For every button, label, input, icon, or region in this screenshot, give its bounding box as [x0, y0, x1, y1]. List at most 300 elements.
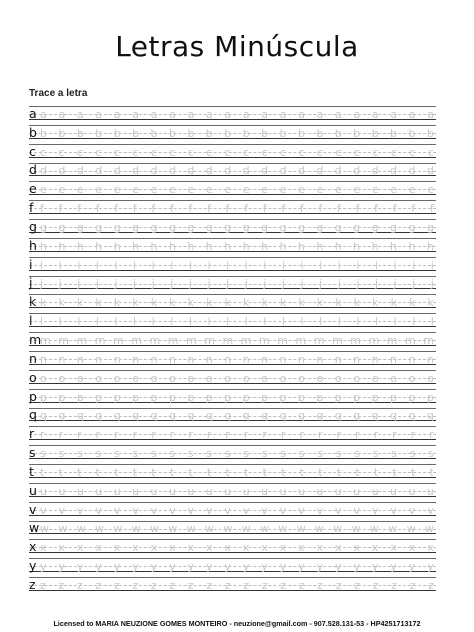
trace-letter: f	[299, 202, 304, 216]
model-letter: s	[29, 445, 36, 461]
trace-letter: v	[58, 503, 65, 517]
trace-letter: v	[335, 503, 342, 517]
trace-letter: e	[427, 183, 434, 197]
trace-letter: v	[40, 503, 47, 517]
trace-letter: e	[353, 183, 361, 197]
trace-letter: n	[168, 352, 176, 366]
trace-letter: s	[187, 447, 194, 461]
trace-letter: v	[113, 503, 121, 517]
trace-letter: z	[206, 578, 213, 592]
trace-letter: l	[374, 315, 379, 329]
trace-letter: t	[77, 465, 82, 479]
trace-letter: x	[40, 541, 47, 555]
trace-letter: s	[428, 447, 434, 461]
trace-letter: f	[392, 202, 397, 216]
trace-letter: d	[297, 164, 305, 178]
trace-letter: k	[40, 296, 47, 310]
trace-letter: c	[261, 145, 268, 159]
trace-letter: w	[94, 522, 104, 536]
trace-letters	[40, 429, 436, 443]
trace-letter: f	[429, 202, 434, 216]
trace-letter: u	[334, 484, 342, 498]
trace-letter: o	[390, 371, 398, 385]
trace-letter: r	[299, 428, 304, 442]
trace-letter: x	[113, 541, 121, 555]
trace-letter: q	[408, 409, 416, 423]
trace-letter: w	[333, 522, 343, 536]
trace-letter: u	[261, 484, 269, 498]
trace-letter: d	[58, 164, 66, 178]
trace-letter: t	[244, 465, 249, 479]
trace-letter: r	[114, 428, 119, 442]
trace-letters	[40, 278, 436, 292]
trace-letter: w	[168, 522, 178, 536]
trace-letter: i	[263, 258, 267, 272]
trace-letter: q	[334, 409, 342, 423]
trace-letter: i	[77, 258, 81, 272]
trace-letter: q	[132, 409, 140, 423]
trace-letter: d	[113, 164, 121, 178]
trace-letter: f	[40, 202, 44, 216]
trace-letter: n	[224, 352, 232, 366]
trace-letter: h	[334, 239, 342, 253]
model-letter: i	[29, 256, 33, 272]
trace-letter: r	[225, 428, 230, 442]
trace-letter: w	[278, 522, 288, 536]
trace-letters	[40, 542, 436, 556]
trace-letter: n	[132, 352, 140, 366]
practice-row-f	[29, 198, 436, 217]
trace-letter: h	[261, 239, 269, 253]
trace-letter: e	[187, 183, 195, 197]
trace-letter: o	[335, 371, 342, 385]
trace-letter: m	[222, 333, 234, 347]
trace-letter: a	[353, 107, 361, 121]
trace-letter: r	[132, 428, 138, 442]
trace-letter: a	[316, 107, 324, 121]
trace-letter: b	[279, 126, 287, 140]
trace-letter: g	[297, 220, 305, 234]
model-letter: k	[29, 294, 37, 310]
trace-letter: e	[150, 183, 158, 197]
trace-letter: j	[319, 277, 323, 291]
trace-letter: r	[317, 428, 323, 442]
trace-letter: i	[300, 258, 304, 272]
trace-letter: a	[205, 107, 213, 121]
trace-letters	[40, 241, 436, 255]
trace-letter: a	[58, 107, 66, 121]
trace-letter: u	[426, 484, 434, 498]
trace-letter: p	[76, 390, 84, 404]
model-letter: l	[29, 313, 33, 329]
trace-letter: x	[205, 541, 213, 555]
trace-letter: t	[262, 465, 267, 479]
trace-letter: c	[113, 145, 120, 159]
trace-letter: m	[405, 333, 416, 347]
handwriting-practice-grid	[29, 104, 436, 594]
trace-letter: o	[224, 371, 232, 385]
trace-letter: l	[356, 315, 360, 329]
trace-letter: j	[170, 277, 174, 291]
trace-letter: e	[58, 183, 66, 197]
trace-letter: e	[335, 183, 342, 197]
trace-letter: a	[95, 107, 103, 121]
trace-letter: n	[390, 352, 397, 366]
trace-letter: i	[337, 258, 341, 272]
trace-letter: d	[408, 164, 416, 178]
trace-letter: x	[371, 541, 379, 555]
trace-letter: v	[205, 503, 213, 517]
trace-letter: f	[411, 202, 416, 216]
trace-letter: h	[426, 239, 434, 253]
trace-letters	[40, 165, 436, 179]
trace-letter: o	[261, 371, 268, 385]
trace-letter: y	[335, 560, 342, 574]
model-letter: m	[29, 331, 42, 347]
trace-letter: p	[390, 390, 397, 404]
trace-letter: c	[224, 145, 231, 159]
trace-letters	[40, 297, 436, 311]
trace-letter: v	[242, 503, 250, 517]
trace-letter: h	[224, 239, 232, 253]
trace-letter: p	[132, 390, 140, 404]
trace-letter: y	[224, 560, 231, 574]
trace-letter: m	[423, 333, 434, 347]
trace-letter: d	[132, 164, 140, 178]
trace-letter: x	[261, 541, 268, 555]
trace-letter: z	[391, 578, 397, 592]
trace-letter: r	[355, 428, 360, 442]
trace-letter: q	[426, 409, 434, 423]
trace-letter: v	[353, 503, 360, 517]
trace-letter: d	[40, 164, 47, 178]
trace-letter: s	[40, 447, 46, 461]
trace-letter: q	[205, 409, 213, 423]
trace-letter: q	[168, 409, 176, 423]
trace-letter: d	[390, 164, 397, 178]
trace-letter: r	[188, 428, 193, 442]
trace-letter: j	[337, 277, 341, 291]
trace-letter: v	[371, 503, 379, 517]
trace-letter: b	[353, 126, 361, 140]
trace-letter: m	[131, 333, 142, 347]
trace-letter: u	[205, 484, 213, 498]
trace-letter: b	[408, 126, 416, 140]
trace-letter: j	[151, 277, 155, 291]
trace-letter: b	[297, 126, 305, 140]
trace-letter: p	[353, 390, 361, 404]
trace-letter: x	[408, 541, 416, 555]
trace-letter: s	[150, 447, 157, 461]
practice-row-r	[29, 424, 436, 443]
model-letter: p	[29, 388, 37, 404]
trace-letter: c	[298, 145, 305, 159]
trace-letter: f	[188, 202, 193, 216]
trace-letter: w	[186, 522, 196, 536]
trace-letter: m	[386, 333, 398, 347]
trace-letter: h	[95, 239, 103, 253]
trace-letter: b	[95, 126, 103, 140]
trace-letter: b	[132, 126, 140, 140]
trace-letter: o	[95, 371, 103, 385]
trace-letter: a	[390, 107, 398, 121]
trace-letter: e	[298, 183, 305, 197]
trace-letter: t	[318, 465, 323, 479]
trace-letter: p	[113, 390, 121, 404]
trace-letter: t	[225, 465, 230, 479]
trace-letter: z	[243, 578, 250, 592]
trace-letter: n	[316, 352, 324, 366]
trace-letter: s	[113, 447, 120, 461]
trace-letter: i	[151, 258, 155, 272]
trace-letter: w	[314, 522, 324, 536]
trace-letter: m	[58, 333, 69, 347]
trace-letter: s	[206, 447, 213, 461]
trace-letter: h	[76, 239, 84, 253]
trace-letter: t	[392, 465, 397, 479]
trace-letter: p	[224, 390, 232, 404]
model-letter: y	[29, 558, 37, 574]
trace-letter: v	[408, 503, 416, 517]
trace-letter: v	[279, 503, 287, 517]
trace-letter: i	[114, 258, 118, 272]
trace-letter: k	[409, 296, 416, 310]
trace-letter: e	[76, 183, 84, 197]
trace-letter: p	[316, 390, 324, 404]
trace-letter: c	[335, 145, 342, 159]
trace-letter: t	[188, 465, 193, 479]
trace-letter: f	[355, 202, 360, 216]
trace-letter: f	[374, 202, 378, 216]
trace-letter: s	[261, 447, 268, 461]
trace-letter: m	[149, 333, 161, 347]
trace-letter: p	[187, 390, 195, 404]
trace-letter: n	[408, 352, 416, 366]
trace-letter: e	[261, 183, 269, 197]
trace-letter: o	[279, 371, 287, 385]
practice-row-n	[29, 349, 436, 368]
trace-letter: s	[335, 447, 342, 461]
trace-letter: s	[354, 447, 360, 461]
trace-letter: q	[371, 409, 379, 423]
trace-letter: e	[95, 183, 103, 197]
trace-letter: t	[206, 465, 212, 479]
trace-letter: f	[337, 202, 341, 216]
model-letter: e	[29, 181, 37, 197]
trace-letter: u	[408, 484, 416, 498]
trace-letter: n	[187, 352, 195, 366]
trace-letter: b	[334, 126, 342, 140]
trace-letter: q	[261, 409, 269, 423]
trace-letter: x	[58, 541, 65, 555]
practice-row-m	[29, 330, 436, 349]
trace-letter: d	[334, 164, 342, 178]
trace-letter: j	[133, 277, 137, 291]
trace-letter: f	[151, 202, 156, 216]
trace-letter: m	[259, 333, 270, 347]
trace-letter: m	[40, 333, 51, 347]
trace-letter: k	[427, 296, 434, 310]
model-letter: z	[29, 576, 36, 592]
trace-letters	[40, 184, 436, 198]
trace-letter: z	[113, 578, 120, 592]
trace-letter: n	[150, 352, 158, 366]
trace-letter: c	[243, 145, 250, 159]
trace-letter: e	[242, 183, 250, 197]
trace-letter: e	[279, 183, 287, 197]
trace-letter: s	[391, 447, 397, 461]
trace-letter: r	[336, 428, 342, 442]
trace-letter: t	[95, 465, 100, 479]
trace-letters	[40, 109, 436, 123]
trace-letter: g	[408, 220, 416, 234]
trace-letter: z	[58, 578, 65, 592]
trace-letter: j	[77, 277, 81, 291]
trace-letter: h	[242, 239, 250, 253]
trace-letter: z	[224, 578, 231, 592]
trace-letter: s	[243, 447, 250, 461]
trace-letter: q	[40, 409, 47, 423]
trace-letter: x	[242, 541, 250, 555]
trace-letter: k	[187, 296, 194, 310]
trace-letter: m	[368, 333, 380, 347]
trace-letter: o	[242, 371, 250, 385]
trace-letter: y	[371, 560, 379, 574]
trace-letter: g	[353, 220, 361, 234]
trace-letter: o	[76, 371, 84, 385]
trace-letters	[40, 335, 436, 349]
trace-letter: k	[95, 296, 102, 310]
trace-letter: b	[40, 126, 47, 140]
trace-letter: w	[113, 522, 123, 536]
trace-letter: c	[427, 145, 434, 159]
trace-letters	[40, 354, 436, 368]
trace-letter: u	[132, 484, 140, 498]
trace-letter: z	[76, 578, 83, 592]
trace-letter: k	[353, 296, 361, 310]
page-title: Letras Minúscula	[115, 30, 359, 63]
trace-letter: j	[393, 277, 397, 291]
trace-letter: c	[372, 145, 379, 159]
trace-letter: f	[114, 202, 119, 216]
trace-letter: t	[40, 465, 45, 479]
trace-letter: u	[58, 484, 66, 498]
practice-row-a	[29, 104, 436, 123]
practice-row-k	[29, 292, 436, 311]
trace-letter: q	[297, 409, 305, 423]
trace-letter: u	[371, 484, 379, 498]
trace-letter: e	[408, 183, 416, 197]
trace-letter: c	[206, 145, 213, 159]
trace-letter: b	[187, 126, 195, 140]
trace-letter: g	[58, 220, 66, 234]
trace-letter: b	[113, 126, 121, 140]
trace-letter: k	[242, 296, 250, 310]
trace-letter: d	[168, 164, 176, 178]
trace-letter: u	[76, 484, 84, 498]
trace-letter: t	[429, 465, 434, 479]
trace-letter: f	[225, 202, 230, 216]
trace-letter: x	[169, 541, 176, 555]
trace-letter: g	[371, 220, 379, 234]
trace-letters	[40, 486, 436, 500]
trace-letter: j	[356, 277, 360, 291]
trace-letter: e	[169, 183, 176, 197]
trace-letter: w	[58, 522, 68, 536]
trace-letter: x	[76, 541, 84, 555]
model-letter: n	[29, 350, 37, 366]
trace-letter: e	[113, 183, 121, 197]
trace-letter: l	[244, 315, 248, 329]
trace-letter: i	[207, 258, 211, 272]
trace-letter: r	[392, 428, 397, 442]
trace-letter: r	[151, 428, 156, 442]
trace-letter: v	[224, 503, 231, 517]
trace-letter: w	[259, 522, 269, 536]
trace-letter: a	[132, 107, 139, 121]
trace-letter: t	[114, 465, 119, 479]
trace-letter: g	[187, 220, 195, 234]
trace-letter: c	[353, 145, 361, 159]
trace-letter: l	[263, 315, 267, 329]
trace-letter: j	[281, 277, 285, 291]
trace-letter: d	[371, 164, 379, 178]
trace-letter: l	[188, 315, 192, 329]
trace-letter: k	[335, 296, 342, 310]
practice-row-w	[29, 519, 436, 538]
trace-letter: s	[409, 447, 416, 461]
trace-letter: d	[76, 164, 84, 178]
trace-letter: n	[76, 352, 84, 366]
trace-letter: o	[316, 371, 324, 385]
trace-letters	[40, 580, 436, 594]
trace-letter: n	[113, 352, 121, 366]
trace-letter: i	[40, 258, 44, 272]
trace-letter: q	[58, 409, 66, 423]
trace-letter: o	[169, 371, 176, 385]
trace-letter: l	[114, 315, 118, 329]
trace-letter: v	[187, 503, 195, 517]
trace-letter: h	[353, 239, 361, 253]
trace-letter: h	[113, 239, 121, 253]
practice-row-u	[29, 481, 436, 500]
trace-letter: x	[279, 541, 287, 555]
trace-letter: l	[319, 315, 323, 329]
trace-letter: i	[170, 258, 174, 272]
model-letter: o	[29, 369, 37, 385]
trace-letter: c	[169, 145, 176, 159]
trace-letter: e	[371, 183, 379, 197]
trace-letter: c	[150, 145, 157, 159]
trace-letter: u	[390, 484, 397, 498]
trace-letter: l	[95, 315, 99, 329]
trace-letter: q	[353, 409, 361, 423]
trace-letter: q	[279, 409, 287, 423]
trace-letter: o	[187, 371, 195, 385]
trace-letter: w	[351, 522, 361, 536]
trace-letter: u	[40, 484, 47, 498]
trace-letter: j	[188, 277, 192, 291]
trace-letter: o	[371, 371, 379, 385]
trace-letter: b	[316, 126, 324, 140]
trace-letter: t	[410, 465, 416, 479]
model-letter: x	[29, 539, 37, 555]
trace-letter: u	[224, 484, 232, 498]
trace-letter: u	[353, 484, 361, 498]
trace-letter: a	[298, 107, 305, 121]
trace-letter: h	[408, 239, 416, 253]
trace-letter: m	[240, 333, 252, 347]
